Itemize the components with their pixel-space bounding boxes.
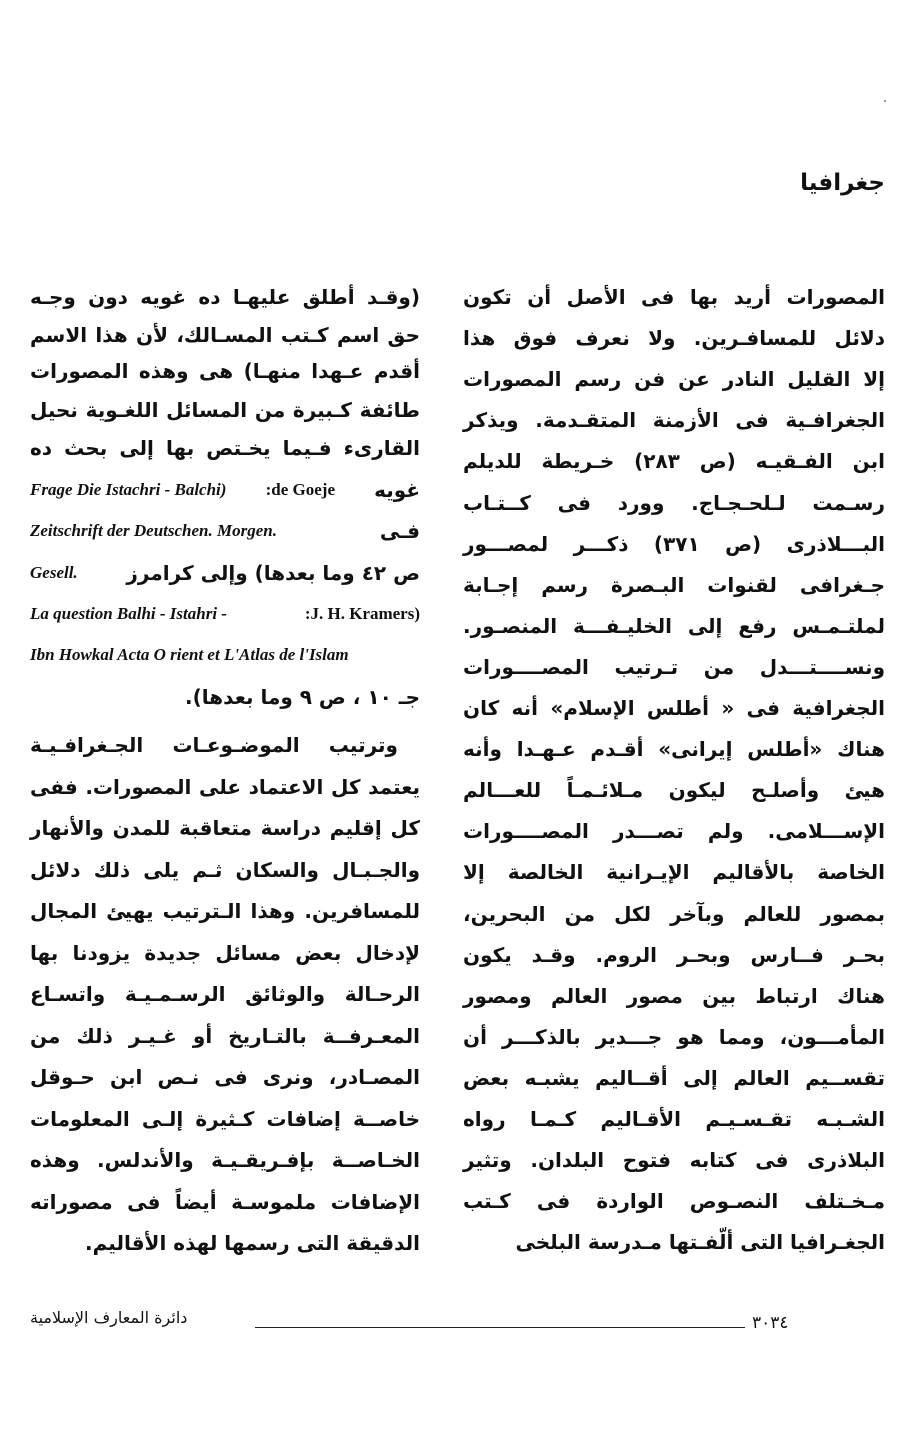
text-line: رسـمت لـلحـجـاج. وورد فى كــتـاب (463, 490, 885, 515)
text-line: الإضافات ملموسـة أيضاً فى مصوراته (30, 1189, 420, 1214)
latin-citation: La question Balhi - Istahri - (30, 604, 227, 623)
arabic-text: ص ٤٢ وما بعدها) وإلى كرامرز (126, 561, 420, 585)
text-line: هناك ارتباط بين مصور العالم ومصور (463, 983, 885, 1008)
text-line: إلا القليل النادر عن فن رسم المصورات (463, 367, 885, 392)
text-line: خاصــة إضافات كـثيرة إلـى المعلومات (30, 1106, 420, 1131)
text-line: وترتيب الموضـوعـات الجـغرافـيـة (30, 733, 398, 757)
text-line: الجغـرافيا التى ألّفـتها مـدرسة البلخى (515, 1230, 885, 1255)
text-line: الخاصة بالأقاليم الإيـرانية الخالصة إلا (463, 860, 885, 885)
text-line: لملتـمـس رفع إلى الخليـفـــة المنصـور. (463, 613, 885, 638)
footer-journal-title: دائرة المعارف الإسلامية (30, 1308, 188, 1327)
text-line: دلائل للمسافـرين. ولا نعرف فوق هذا (463, 326, 885, 351)
arabic-text: فـى (379, 519, 420, 543)
text-line: ابن الفـقيـه (ص ٢٨٣) خـريطة للديلم (463, 449, 885, 474)
latin-citation: :J. H. Kramers) (304, 604, 420, 623)
text-line: المأمـــون، ومما هو جـــدير بالذكـــر أن (463, 1024, 885, 1049)
text-line: القارىء فـيما يخـتص بها إلى بحث ده (30, 436, 420, 460)
citation-line (30, 514, 420, 548)
text-line: هناك «أطلس إيرانى» أقـدم عـهـدا وأنه (463, 737, 885, 762)
text-line: الخـاصــة بإفـريقـيـة والأندلس. وهذه (30, 1148, 420, 1172)
latin-citation: :de Goeje (265, 480, 335, 499)
text-line: هيئ وأصلـح ليكون مـلائـمـاً للعـــالم (463, 778, 885, 803)
text-line: بمصور للعالم وبآخر لكل من البحرين، (463, 901, 885, 926)
text-line: جـ ١٠ ، ص ٩ وما بعدها). (185, 685, 420, 709)
text-line: لإدخال بعض مسائل جديدة يزودنا بها (30, 940, 420, 965)
text-line: الجغرافـية فى الأزمنة المتقـدمة. ويذكر (463, 408, 885, 433)
text-line: الجغرافية فى « أطلس الإسلام» أنه كان (463, 696, 885, 720)
text-line: مـخـتلف النصـوص الواردة فى كـتب (463, 1189, 885, 1214)
scan-mark (884, 100, 886, 102)
text-line: تقســيم العالم إلى أقــاليم يشبـه بعض (463, 1065, 885, 1090)
page-number: ٣٠٣٤ (752, 1313, 789, 1333)
footer-rule (255, 1327, 745, 1328)
text-line: المصورات أريد بها فى الأصل أن تكون (463, 285, 885, 309)
text-line: للمسافرين. وهذا الـترتيب يهيئ المجال (30, 899, 420, 923)
text-line: الشـبـه تقـسـيـم الأقـاليم كـمـا رواه (463, 1107, 885, 1131)
text-line: ونســــتـــدل من تـرتيب المصــــورات (463, 654, 885, 679)
text-line: بحـر فــارس وبحـر الروم. وقـد يكون (463, 942, 885, 967)
arabic-text: غويه (374, 478, 420, 502)
page-header-title: جغرافيا (800, 170, 885, 196)
text-line: الرحـالة والوثائق الرسـمـيـة واتسـاع (30, 982, 420, 1006)
latin-citation: Ibn Howkal Acta O rient et L'Atlas de l'Islam (30, 645, 349, 664)
latin-citation: Gesell. (30, 563, 78, 582)
text-line: الدقيقة التى رسمها لهذه الأقاليم. (85, 1231, 420, 1255)
latin-citation: Frage Die Istachri - Balchi) (30, 480, 227, 499)
text-line: أقدم عـهدا منهـا) هى وهذه المصورات (30, 359, 420, 383)
text-line: والجـبـال والسكان ثـم يلى ذلك دلائل (30, 857, 420, 882)
text-line: الإســـلامى. ولم تصـــدر المصــــورات (463, 819, 885, 844)
citation-line (30, 556, 420, 590)
citation-line (30, 638, 420, 672)
text-line: البلاذرى فى كتابه فتوح البلدان. وتثير (463, 1148, 885, 1173)
text-line: جـغرافى لقنوات البـصرة رسم إجـابة (463, 572, 885, 597)
text-line: حق اسم كـتب المسـالك، لأن هذا الاسم (30, 323, 420, 347)
text-line: البـــلاذرى (ص ٣٧١) ذكـــر لمصـــور (463, 531, 885, 556)
citation-line (30, 597, 420, 631)
citation-line (30, 473, 420, 507)
text-line: يعتمد كل الاعتماد على المصورات. ففى (30, 774, 420, 799)
text-line: كل إقليم دراسة متعاقبة للمدن والأنهار (30, 816, 420, 840)
text-line: طائفة كـبيرة من المسائل اللغـوية نحيل (30, 398, 420, 422)
text-line: المصـادر، ونرى فى نـص ابن حـوقل (30, 1065, 420, 1089)
text-line: المعـرفــة بالتـاريخ أو غـيـر ذلك من (30, 1023, 420, 1048)
text-line: (وقـد أطلق عليهـا ده غويه دون وجـه (30, 285, 420, 309)
latin-citation: Zeitschrift der Deutschen. Morgen. (30, 521, 277, 540)
